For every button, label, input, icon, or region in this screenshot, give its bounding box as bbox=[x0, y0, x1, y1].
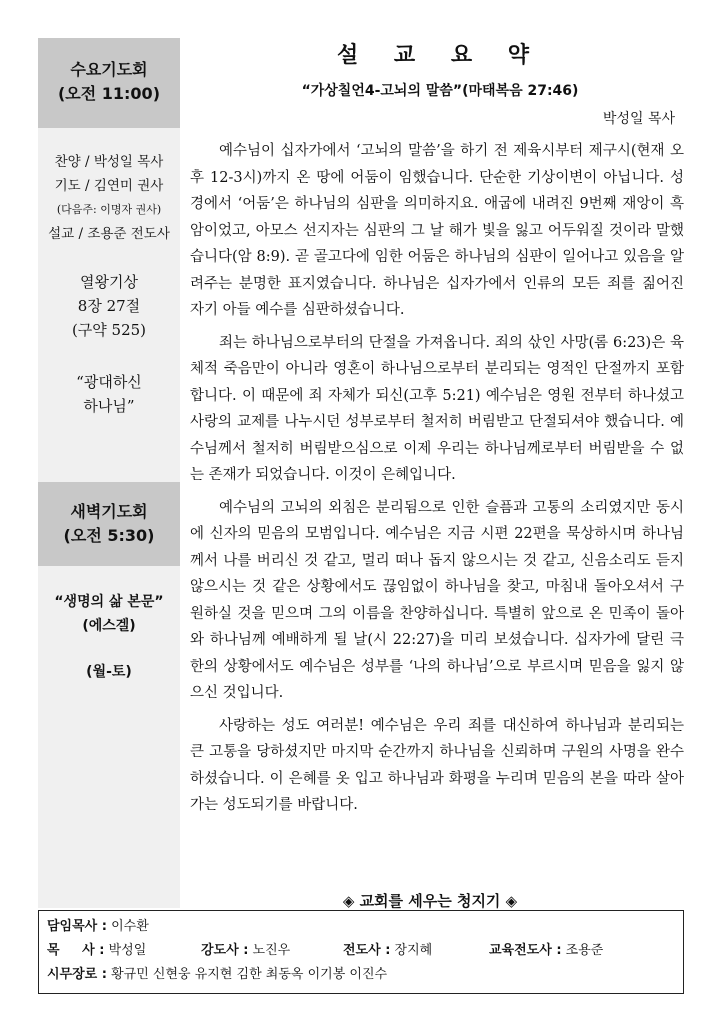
staff-row-elders bbox=[47, 963, 675, 987]
pastor-label: 목 사 : bbox=[47, 943, 105, 958]
senior-pastor-name: 이수환 bbox=[111, 919, 149, 934]
assoc-pastor-label: 강도사 : bbox=[201, 943, 249, 958]
scripture-page: (구약 525) bbox=[71, 321, 147, 339]
staff-row-ministers bbox=[47, 939, 675, 963]
sermon-paragraph: 예수님이 십자가에서 ‘고뇌의 말씀’을 하기 전 제육시부터 제구시(현재 오후 12-3시)까지 온 땅에 어둠이 임했습니다. 단순한 기상이변이 아닙니다. 성경에서 ‘어둠’은 하나님의 심판을 의미하지요. 애굽에 내려진 9번째 재앙이 흑암이었고, 아모스 선지자는 심판의 그 날 해가 빛을 잃고 어두워질 것이라 말했습니다(암 8:9). 곧 골고다에 임한 어둠은 하나님의 심판이 일어나고 있음을 알려주는 분명한 표지였습니다. 하나님은 십자가에서 인류의 모든 죄를 짊어진 자기 아들 예수를 심판하셨습니다. bbox=[190, 143, 684, 318]
dawn-service-title: 새벽기도회 bbox=[70, 502, 148, 521]
sermon-title-line-2: 하나님” bbox=[83, 397, 135, 415]
staff-box bbox=[38, 910, 684, 994]
role-sermon: 설교 / 조용준 전도사 bbox=[48, 226, 170, 242]
elders-label: 시무장로 : bbox=[47, 967, 107, 982]
evangelist-cell bbox=[343, 939, 489, 963]
wednesday-service-time: (오전 11:00) bbox=[57, 84, 161, 103]
sermon-author: 박성일 목사 bbox=[602, 111, 675, 127]
sermon-subtitle: “가상칠언4-고뇌의 말씀”(마태복음 27:46) bbox=[301, 83, 579, 99]
dawn-program-name: “생명의 삶 본문” bbox=[54, 594, 164, 610]
sermon-title-line-1: “광대하신 bbox=[76, 373, 142, 391]
dawn-program bbox=[38, 590, 180, 684]
dawn-program-days: (월-토) bbox=[86, 664, 132, 680]
scripture-verse: 8장 27절 bbox=[77, 297, 141, 315]
staff-row-senior bbox=[47, 915, 675, 939]
edu-evangelist-label: 교육전도사 : bbox=[489, 943, 562, 958]
church-motto: ◈ 교회를 세우는 청지기 ◈ bbox=[342, 892, 518, 910]
dawn-service-header bbox=[38, 482, 180, 566]
dawn-service-time: (오전 5:30) bbox=[63, 526, 155, 545]
wednesday-service-header bbox=[38, 38, 180, 128]
pastor-cell bbox=[47, 939, 201, 963]
wednesday-service-title: 수요기도회 bbox=[70, 60, 148, 79]
assoc-pastor-name: 노진우 bbox=[252, 943, 291, 958]
wednesday-roles bbox=[38, 150, 180, 246]
sidebar bbox=[38, 38, 180, 908]
sermon-body bbox=[190, 138, 684, 825]
sermon-paragraph: 사랑하는 성도 여러분! 예수님은 우리 죄를 대신하여 하나님과 분리되는 큰 고통을 당하셨지만 마지막 순간까지 하나님을 신뢰하며 구원의 사명을 완수하셨습니다. 이 은혜를 옷 입고 하나님과 화평을 누리며 믿음의 본을 따라 살아가는 성도되기를 바랍니다. bbox=[190, 717, 684, 813]
pastor-name: 박성일 bbox=[108, 943, 147, 958]
evangelist-label: 전도사 : bbox=[343, 943, 391, 958]
role-prayer-next: (다음주: 이명자 권사) bbox=[56, 203, 162, 216]
edu-evangelist-name: 조용준 bbox=[565, 943, 604, 958]
dawn-program-book: (에스겔) bbox=[82, 618, 136, 634]
scripture-book: 열왕기상 bbox=[80, 273, 138, 291]
sermon-summary-title: 설 교 요 약 bbox=[337, 43, 543, 68]
role-praise: 찬양 / 박성일 목사 bbox=[54, 154, 164, 170]
elders-names: 황규민 신현웅 유지현 김한 최동옥 이기봉 이진수 bbox=[111, 967, 388, 982]
senior-pastor-label: 담임목사 : bbox=[47, 919, 107, 934]
sermon-paragraph: 죄는 하나님으로부터의 단절을 가져옵니다. 죄의 삯인 사망(롬 6:23)은 육체적 죽음만이 아니라 영혼이 하나님으로부터 분리되는 영적인 단절까지 포함합니다. 이 때문에 죄 자체가 되신(고후 5:21) 예수님은 영원 전부터 하나셨고 사랑의 교제를 나누시던 성부로부터 철저히 버림받고 단절되셔야 했습니다. 예수님께서 철저히 버림받으심으로 이제 우리는 하나님께로부터 버림받을 수 없는 존재가 되었습니다. 이것이 은혜입니다. bbox=[190, 334, 684, 483]
sermon-paragraph: 예수님의 고뇌의 외침은 분리됨으로 인한 슬픔과 고통의 소리였지만 동시에 신자의 믿음의 모범입니다. 예수님은 지금 시편 22편을 묵상하시며 하나님께서 나를 버리신 것 같고, 멀리 떠나 돕지 않으시는 것 같고, 신음소리도 듣지 않으시는 것 같은 상황에서도 끊임없이 하나님을 찾고, 마침내 돌아오셔서 구원하실 것을 믿으며 그의 이름을 찬양하십니다. 특별히 앞으로 온 민족이 돌아와 하나님께 예배하게 될 날(시 22:27)을 미리 보셨습니다. 십자가에 달린 극한의 상황에서도 예수님은 성부를 ‘나의 하나님’으로 부르시며 믿음을 잃지 않으신 것입니다. bbox=[190, 499, 684, 701]
wednesday-sermon-title bbox=[38, 370, 180, 418]
wednesday-scripture bbox=[38, 270, 180, 342]
assoc-pastor-cell bbox=[201, 939, 343, 963]
edu-evangelist-cell bbox=[489, 939, 603, 963]
role-prayer: 기도 / 김연미 권사 bbox=[54, 178, 164, 194]
evangelist-name: 장지혜 bbox=[394, 943, 433, 958]
